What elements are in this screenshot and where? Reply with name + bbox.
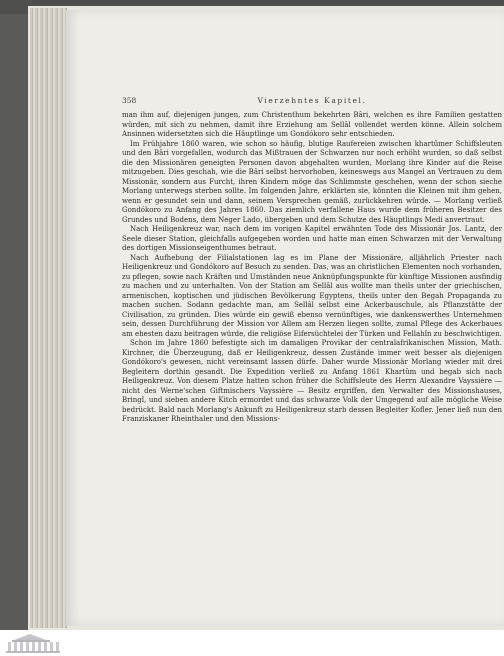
book-page: [66, 10, 504, 626]
body-text: [122, 111, 502, 425]
paragraph: Nach Heiligenkreuz war, nach dem im vorigen Kapitel erwähnten Tode des Missionär Jos. Lantz, der Seele dieser Station, gleichfalls aufgegeben worden und hatte man einen Schwarzen mit der Verwaltung des dortigen Missionseigenthumes betraut.: [122, 225, 502, 252]
page-number: 358: [122, 96, 137, 105]
paragraph: Im Frühjahre 1860 waren, wie schon so häufig, blutige Raufereien zwischen khartûmer Schiffsleuten und den Bâri vorgefallen, wodurch das Mißtrauen der Schwarzen nur noch erhöht wurden, so daß selbst die den Missionären geneigten Personen davon abgehalten wurden, Morlang ihre Kinder auf die Reise mitzugeben. Dies geschah, wie die Bâri selbst hervorhoben, keineswegs aus Mangel an Vertrauen zu dem Missionär, sondern aus Furcht, ihren Kindern möge das Schlimmste geschehen, wenn der schon sieche Morlang unterwegs sterben sollte. Im folgenden Jahre, erklärten sie, könnten die Kleinen mit ihm gehen, wenn er gesundet sein und dann, seinem Versprechen gemäß, zurückkehren würde. — Morlang verließ Gondókoro zu Anfang des Jahres 1860. Das ziemlich verfallene Haus wurde dem früheren Besitzer des Grundes und Bodens, dem Neger Lado, übergeben und dem Schutze des Häuptlings Medi anvertraut.: [122, 139, 502, 224]
footer-bar: [0, 630, 504, 656]
page-edges: [30, 8, 67, 628]
library-building-icon: [4, 632, 68, 654]
paragraph: man ihm auf, diejenigen jungen, zum Christenthum bekehrten Bâri, welchen es ihre Familien gestatten würden, mit sich zu nehmen, damit ihre Erziehung am Sellâl vollendet werden könne. Allein solchem Ansinnen widersetzten sich die Häuptlinge um Gondókoro sehr entschieden.: [122, 111, 502, 138]
running-head: Vierzehntes Kapitel.: [257, 96, 367, 105]
paragraph: Schon im Jahre 1860 befestigte sich im damaligen Provikar der centralafrikanischen Mission, Math. Kirchner, die Überzeugung, daß er Heiligenkreuz, dessen Zustände immer weit besser als diejenigen Gondókoro's gewesen, nicht vereinsamt lassen dürfe. Daher wurde Missionär Morlang wieder mit drei Begleitern dorthin gesandt. Die Expedition verließ zu Anfang 1861 Khartûm und begab sich nach Heiligenkreuz. Von diesem Platze hatten schon früher die Schiffsleute des Herrn Alexandre Vayssière — nicht des Werne'schen Giftmischers Vayssière — Besitz ergriffen, den Verwalter des Missionshauses, Bringî, und sieben andere Kitch ermordet und das schwarze Volk der Umgegend auf alle mögliche Weise bedrückt. Bald nach Morlang's Ankunft zu Heiligenkreuz starb dessen Begleiter Kofler. Jener ließ nun den Franziskaner Rheinthaler und den Missions-: [122, 339, 502, 423]
page-header: [122, 96, 502, 108]
paragraph: Nach Aufhebung der Filialstationen lag es im Plane der Missionäre, alljährlich Priester nach Heiligenkreuz und Gondókoro auf Besuch zu senden. Das, was an christlichen Elementen noch vorhanden, zu pflegen, sowie nach Kräften und Umständen neue Anknüpfungspunkte für künftige Missionen ausfindig zu machen und zu unterhalten. Von der Station am Sellâl aus wollte man theils unter der griechischen, armenischen, koptischen und jüdischen Bevölkerung Egyptens, theils unter den Begah Propaganda zu machen suchen. Sodann gedachte man, am Sellâl selbst eine Ackerbauschule, als Pflanzstätte der Civilisation, zu gründen. Dies würde ein gewiß ebenso vernünftiges, wie dankenswerthes Unternehmen sein, dessen Durchführung der Mission vor Allem am Herzen liegen sollte, zumal Pflege des Ackerbaues am ehesten dazu beitragen würde, die religiöse Eifersüchtelei der Türken und Fellahîn zu beschwichtigen.: [122, 253, 502, 338]
